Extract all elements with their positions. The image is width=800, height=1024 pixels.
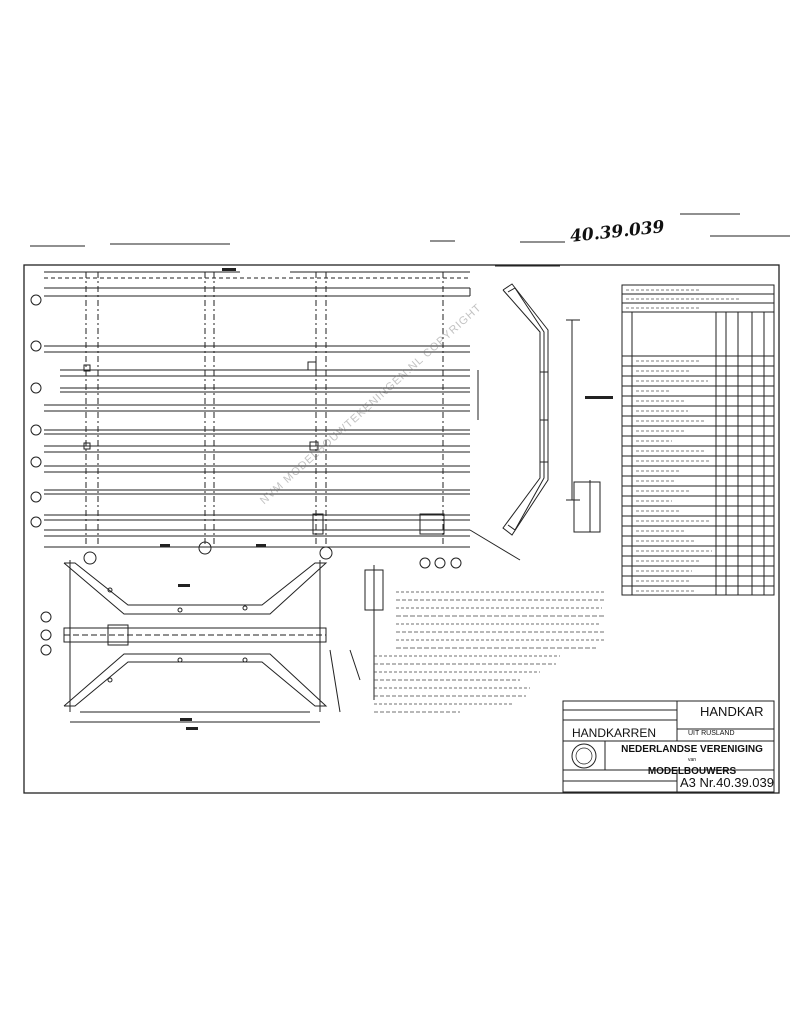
general-notes	[374, 592, 606, 712]
end-view	[470, 266, 600, 560]
copyright-watermark: NVM MODELBOUWTEKENINGEN.NL COPYRIGHT	[258, 301, 485, 507]
sheet-size: A3	[680, 775, 696, 790]
drawing-number-value: Nr.40.39.039	[699, 775, 774, 790]
drawing-border	[24, 265, 779, 793]
organization-small-word: van	[687, 757, 697, 763]
side-view	[31, 272, 470, 568]
category-label: HANDKARREN	[572, 726, 657, 740]
drawing-subtitle: UIT RUSLAND	[688, 730, 735, 737]
association-seal-icon	[572, 744, 596, 768]
dimension-marks	[160, 268, 613, 730]
drawing-number	[680, 775, 774, 790]
top-view	[41, 560, 383, 722]
organization-line1: NEDERLANDSE VERENIGING	[621, 744, 763, 755]
organization-name	[612, 744, 772, 777]
drawing-title: HANDKAR	[700, 704, 764, 719]
parts-list-table	[622, 285, 774, 595]
organization-line2: MODELBOUWERS	[647, 766, 737, 777]
handwritten-drawing-number: 40.39.039	[569, 217, 666, 247]
